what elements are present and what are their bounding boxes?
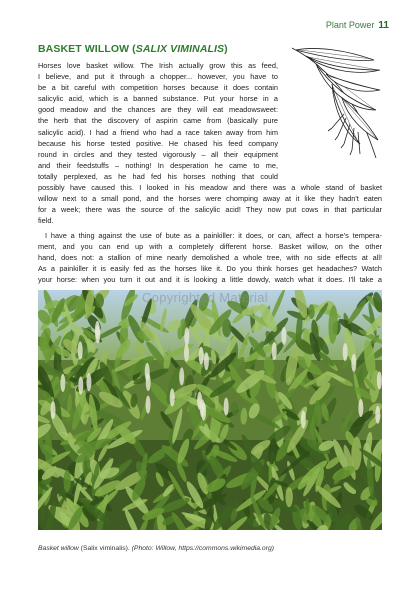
catkin-shape [358,399,363,417]
text-line: Horses love basket willow. The Irish actually grow this as feed, [38,61,278,70]
catkin-shape [86,373,91,391]
text-line: the herb that the discovery of aspirin came from (basically pure [38,116,278,126]
text-line: ment, and you can end up with a completely different horse. Basket willow, on the other [38,242,382,252]
text-line: salicylic acid, which is a banned substance. Put your horse in a [38,94,278,104]
catkin-shape [170,388,175,406]
text-line: As a painkiller it is easily fed as the horses like it. Do you think horses get headaches? Watch [38,264,382,274]
title-latin: SALIX VIMINALIS [135,43,225,55]
leaf-shape [63,470,70,493]
catkin-shape [184,344,189,362]
text-line: willow next to a small pond, and the horses were chomping away at it like they hadn't eaten [38,194,382,204]
text-line: because his horse tested positive. He chased his feed company [38,138,278,148]
section-title: Plant Power [325,20,375,30]
catkin-shape [343,343,348,361]
catkin-shape [146,396,151,414]
leaf-shape [314,400,321,427]
catkin-shape [204,352,209,370]
catkin-shape [78,341,83,359]
catkin-shape [51,401,56,419]
running-header [326,20,389,31]
catkin-shape [377,371,382,389]
article-title [38,43,228,55]
catkin-shape [145,363,150,381]
willow-photo [38,290,382,530]
catkin-shape [197,392,202,410]
catkin-shape [60,374,65,392]
catkin-shape [281,327,286,345]
text-line: I have a thing against the use of bute as a painkiller: it does, or can, affect a horse's tempera- [45,231,382,240]
page-number: 11 [378,20,389,31]
willow-foliage-image [38,290,382,530]
catkin-shape [272,342,277,360]
catkin-shape [351,354,356,372]
title-main: BASKET WILLOW ( [38,43,136,55]
catkin-shape [301,411,306,429]
text-line: good meadow and the chances are they will eat meadowsweet: [38,105,278,115]
paragraph-1 [38,60,382,226]
title-close: ) [224,43,228,55]
paragraph-2 [38,230,382,285]
text-line: salicylic acid). I had a friend who had a race taken away from him [38,127,278,137]
text-line: round in circles and they tested vigorously – all their equipment [38,149,278,159]
text-line: I believe, and put it through a chopper... however, you have to [38,72,278,82]
catkin-shape [179,367,184,385]
text-line: your horse: when you turn it out and it is looking a little dowdy, watch what it does. I'll take a [38,275,382,285]
copyright-watermark: Copyrighted Material [142,290,268,305]
text-line: possibly have caused this. I looked in his meadow and there was a whole stand of basket [38,183,382,193]
catkin-shape [199,347,204,365]
text-line: totally perplexed, as he had fed his horses nothing that could [38,171,278,181]
text-line: field. [38,216,54,226]
catkin-shape [375,406,380,424]
catkin-shape [224,398,229,416]
text-line: for a week; there was the source of the salicylic acid! They now put cows in that particular [38,205,382,215]
catkin-shape [184,327,189,345]
photo-caption [38,545,274,552]
catkin-shape [95,325,100,343]
text-line: and their feedstuffs – nothing! In desperation he came to me, [38,160,278,170]
catkin-shape [78,376,83,394]
text-line: be a bit careful with competition horses because it does contain [38,83,278,93]
caption-credit: (Photo: Willow, https://commons.wikimedia.org) [131,545,275,552]
text-line: hand, does not: a stallion of mine nearly demolished a whole tree, with no side effects at all! [38,253,382,263]
caption-lead: Basket willow [38,545,79,552]
caption-latin: (Salix viminalis). [78,545,132,552]
